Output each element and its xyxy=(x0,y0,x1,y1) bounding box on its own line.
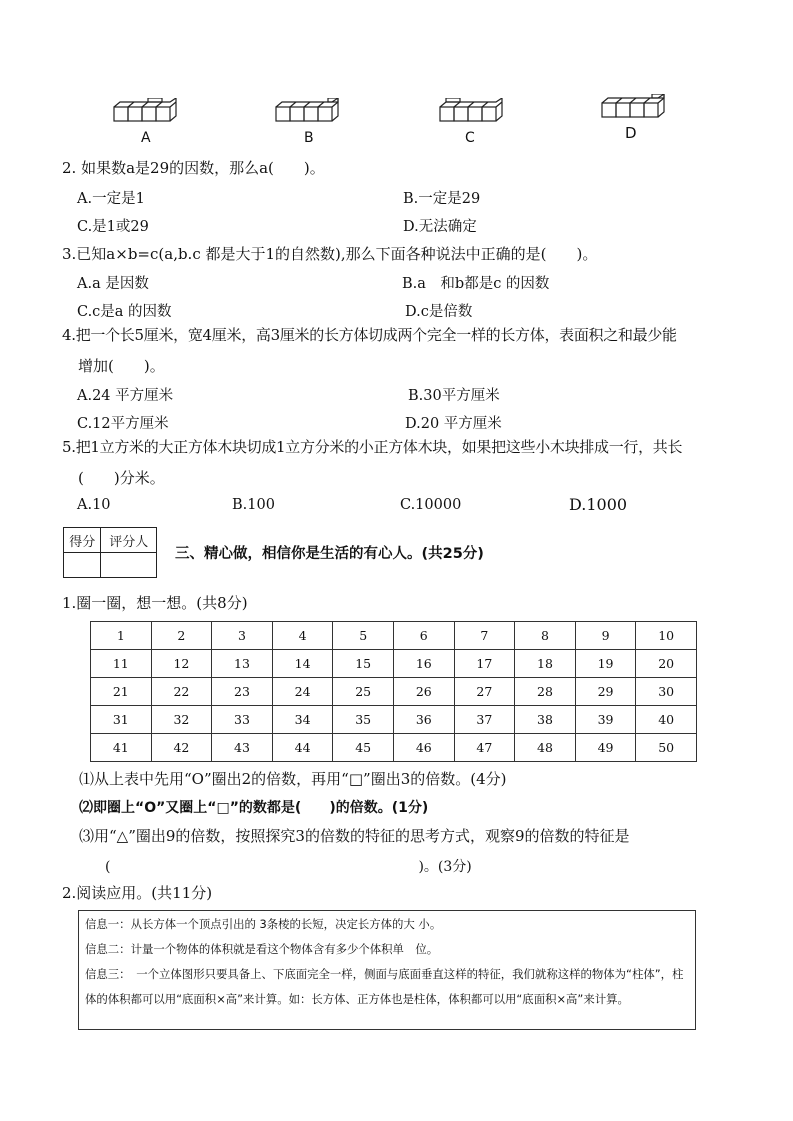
grid-cell: 13 xyxy=(212,650,273,678)
grid-cell: 50 xyxy=(636,734,697,762)
grid-cell: 35 xyxy=(333,706,394,734)
q3-option-a: A.a 是因数 xyxy=(77,276,149,292)
grid-cell: 43 xyxy=(212,734,273,762)
grid-cell: 22 xyxy=(151,678,212,706)
q5-option-b: B.100 xyxy=(232,497,275,513)
q4-stem-line2: 增加( )。 xyxy=(78,357,165,375)
score-label: 得分 xyxy=(64,528,101,553)
grader-label: 评分人 xyxy=(101,528,157,553)
section-3-title: 三、精心做，相信你是生活的有心人。(共25分) xyxy=(175,546,484,562)
grader-cell xyxy=(101,553,157,578)
grid-cell: 19 xyxy=(575,650,636,678)
s3q1-sub3-line1: ⑶用“△”圈出9的倍数，按照探究3的倍数的特征的思考方式，观察9的倍数的特征是 xyxy=(79,827,630,845)
grid-row xyxy=(91,706,697,734)
grid-cell: 34 xyxy=(272,706,333,734)
q2-stem: 2. 如果数a是29的因数，那么a( )。 xyxy=(62,159,325,177)
cube-figure-b xyxy=(272,98,344,126)
q2-option-d: D.无法确定 xyxy=(403,219,477,235)
grid-cell: 16 xyxy=(393,650,454,678)
grid-cell: 47 xyxy=(454,734,515,762)
grid-cell: 3 xyxy=(212,622,273,650)
grid-cell: 30 xyxy=(636,678,697,706)
q4-option-d: D.20 平方厘米 xyxy=(405,416,502,432)
grid-cell: 40 xyxy=(636,706,697,734)
q2-option-b: B.一定是29 xyxy=(403,191,481,207)
grid-cell: 24 xyxy=(272,678,333,706)
q3-option-c: C.c是a 的因数 xyxy=(77,304,172,320)
q4-option-a: A.24 平方厘米 xyxy=(77,388,174,404)
figure-label-d: D xyxy=(625,124,637,142)
s3q1-sub3-line2: ( )。(3分) xyxy=(105,859,472,875)
grid-cell: 7 xyxy=(454,622,515,650)
grid-cell: 1 xyxy=(91,622,152,650)
grid-cell: 29 xyxy=(575,678,636,706)
q3-option-b: B.a 和b都是c 的因数 xyxy=(402,276,550,292)
q2-option-c: C.是1或29 xyxy=(77,219,149,235)
score-cell xyxy=(64,553,101,578)
grid-cell: 46 xyxy=(393,734,454,762)
grid-cell: 6 xyxy=(393,622,454,650)
q5-option-d: D.1000 xyxy=(569,495,628,514)
q5-stem-line1: 5.把1立方米的大正方体木块切成1立方分米的小正方体木块，如果把这些小木块排成一行，共长 xyxy=(62,438,683,456)
figure-label-b: B xyxy=(304,130,314,146)
grid-cell: 49 xyxy=(575,734,636,762)
grid-cell: 33 xyxy=(212,706,273,734)
grid-cell: 15 xyxy=(333,650,394,678)
grid-cell: 38 xyxy=(515,706,576,734)
info-two: 信息二：计量一个物体的体积就是看这个物体含有多少个体积单 位。 xyxy=(85,942,439,956)
cube-figure-d xyxy=(598,94,670,122)
grid-cell: 20 xyxy=(636,650,697,678)
figure-label-c: C xyxy=(465,130,475,146)
q4-option-c: C.12平方厘米 xyxy=(77,416,169,432)
grid-cell: 14 xyxy=(272,650,333,678)
figure-label-a: A xyxy=(141,130,151,146)
q4-stem-line1: 4.把一个长5厘米，宽4厘米，高3厘米的长方体切成两个完全一样的长方体，表面积之和最少能 xyxy=(62,326,677,344)
s3q1-sub1: ⑴从上表中先用“O”圈出2的倍数，再用“□”圈出3的倍数。(4分) xyxy=(79,770,507,788)
s3q2-title: 2.阅读应用。(共11分) xyxy=(62,884,213,902)
grid-cell: 28 xyxy=(515,678,576,706)
grid-row xyxy=(91,622,697,650)
grid-row xyxy=(91,650,697,678)
grid-cell: 45 xyxy=(333,734,394,762)
q4-option-b: B.30平方厘米 xyxy=(408,388,500,404)
q5-option-a: A.10 xyxy=(77,497,111,513)
grid-cell: 25 xyxy=(333,678,394,706)
q2-option-a: A.一定是1 xyxy=(77,191,145,207)
score-box xyxy=(63,527,157,578)
cube-figure-a xyxy=(110,98,182,126)
info-one: 信息一：从长方体一个顶点引出的 3条棱的长短，决定长方体的大 小。 xyxy=(85,917,442,931)
number-grid xyxy=(90,621,697,762)
info-three: 信息三： 一个立体图形只要具备上、下底面完全一样，侧面与底面垂直这样的特征，我们就称这样的物体为“柱体”，柱体的体积都可以用“底面积×高”来计算。如：长方体、正方体也是柱体，体积都可以用“底面积×高”来计算。 xyxy=(85,967,684,1006)
grid-cell: 31 xyxy=(91,706,152,734)
q5-stem-line2: ( )分米。 xyxy=(78,469,165,487)
grid-cell: 17 xyxy=(454,650,515,678)
grid-cell: 27 xyxy=(454,678,515,706)
grid-cell: 4 xyxy=(272,622,333,650)
grid-cell: 23 xyxy=(212,678,273,706)
q5-option-c: C.10000 xyxy=(400,497,462,513)
grid-cell: 32 xyxy=(151,706,212,734)
grid-cell: 18 xyxy=(515,650,576,678)
grid-cell: 37 xyxy=(454,706,515,734)
grid-cell: 39 xyxy=(575,706,636,734)
grid-cell: 36 xyxy=(393,706,454,734)
grid-cell: 8 xyxy=(515,622,576,650)
grid-cell: 42 xyxy=(151,734,212,762)
grid-cell: 2 xyxy=(151,622,212,650)
grid-cell: 5 xyxy=(333,622,394,650)
cube-figure-c xyxy=(436,98,508,126)
grid-cell: 9 xyxy=(575,622,636,650)
q3-option-d: D.c是倍数 xyxy=(405,304,473,320)
grid-cell: 10 xyxy=(636,622,697,650)
grid-row xyxy=(91,678,697,706)
grid-cell: 44 xyxy=(272,734,333,762)
q3-stem: 3.已知a×b=c(a,b.c 都是大于1的自然数),那么下面各种说法中正确的是( )。 xyxy=(62,245,598,263)
grid-cell: 41 xyxy=(91,734,152,762)
grid-cell: 12 xyxy=(151,650,212,678)
s3q1-title: 1.圈一圈，想一想。(共8分) xyxy=(62,594,248,612)
grid-cell: 26 xyxy=(393,678,454,706)
grid-cell: 21 xyxy=(91,678,152,706)
grid-cell: 11 xyxy=(91,650,152,678)
grid-row xyxy=(91,734,697,762)
info-box xyxy=(78,910,696,1030)
s3q1-sub2: ⑵即圈上“O”又圈上“□”的数都是( )的倍数。(1分) xyxy=(79,800,429,816)
grid-cell: 48 xyxy=(515,734,576,762)
